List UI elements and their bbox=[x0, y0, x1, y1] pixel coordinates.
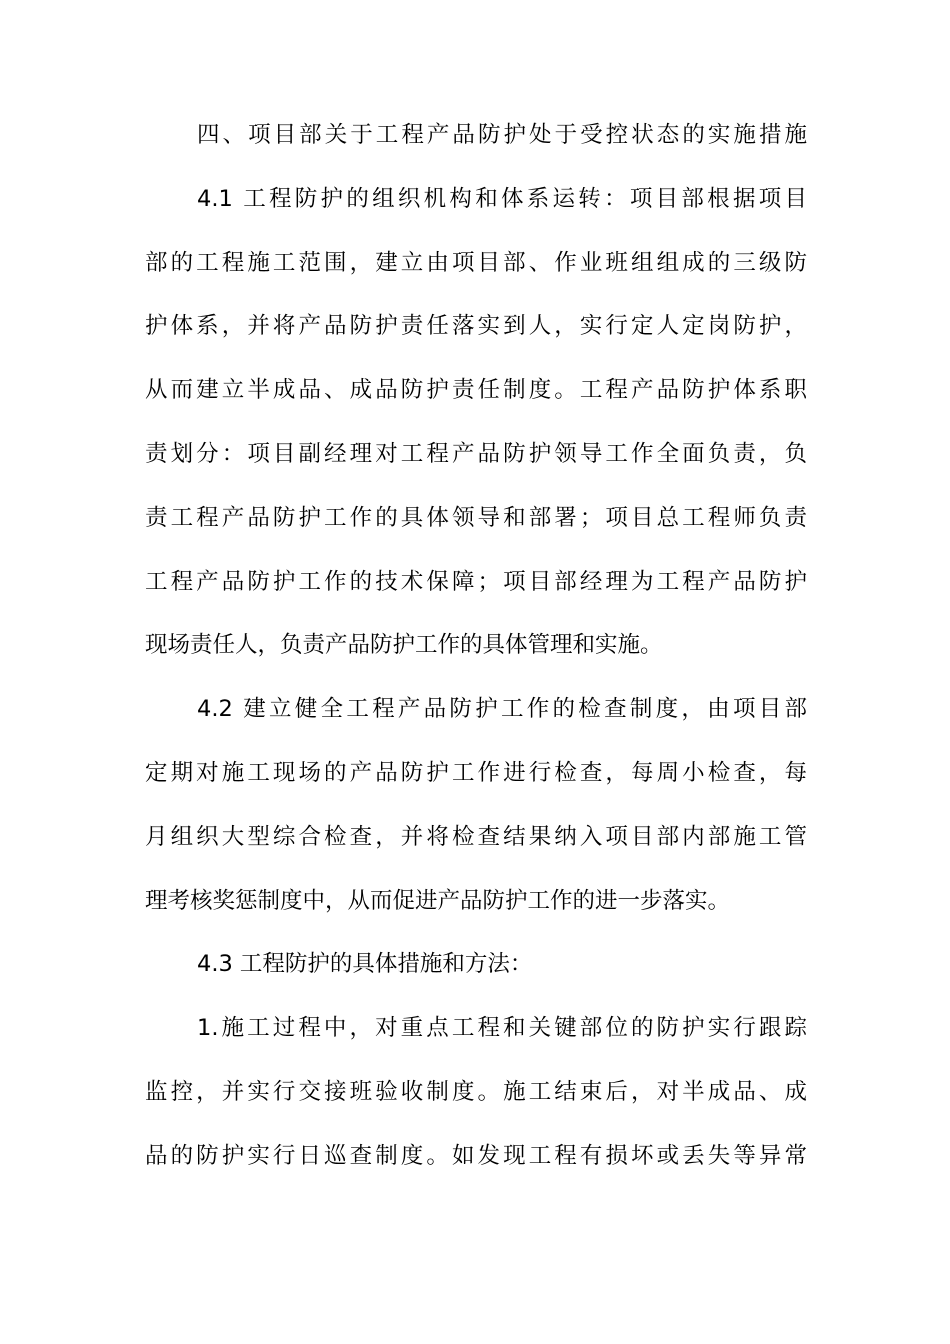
text-line: 1.施工过程中，对重点工程和关键部位的防护实行跟踪 bbox=[197, 1015, 807, 1042]
heading-line: 四、项目部关于工程产品防护处于受控状态的实施措施 bbox=[197, 122, 807, 148]
text-line: 责划分：项目副经理对工程产品防护领导工作全面负责，负 bbox=[145, 440, 807, 467]
text-line: 部的工程施工范围，建立由项目部、作业班组组成的三级防 bbox=[145, 249, 807, 276]
text-line: 责工程产品防护工作的具体领导和部署；项目总工程师负责 bbox=[145, 504, 807, 531]
section-heading bbox=[145, 104, 807, 168]
text-line: 工程产品防护工作的技术保障；项目部经理为工程产品防护 bbox=[145, 568, 807, 595]
text-line: 4.2 建立健全工程产品防护工作的检查制度，由项目部 bbox=[197, 696, 807, 723]
text-line: 监控，并实行交接班验收制度。施工结束后，对半成品、成 bbox=[145, 1078, 807, 1105]
text-line: 定期对施工现场的产品防护工作进行检查，每周小检查，每 bbox=[145, 759, 807, 786]
document-body bbox=[145, 104, 807, 1189]
text-line: 从而建立半成品、成品防护责任制度。工程产品防护体系职 bbox=[145, 377, 807, 404]
paragraph-4-2 bbox=[145, 678, 807, 933]
text-line: 理考核奖惩制度中，从而促进产品防护工作的进一步落实。 bbox=[145, 887, 731, 914]
text-line: 4.1 工程防护的组织机构和体系运转：项目部根据项目 bbox=[197, 185, 807, 212]
text-line: 月组织大型综合检查，并将检查结果纳入项目部内部施工管 bbox=[145, 823, 807, 850]
text-line: 现场责任人，负责产品防护工作的具体管理和实施。 bbox=[145, 632, 663, 659]
paragraph-4-1 bbox=[145, 168, 807, 678]
paragraph-4-3 bbox=[145, 933, 807, 997]
paragraph-item-1 bbox=[145, 997, 807, 1188]
text-line: 4.3 工程防护的具体措施和方法： bbox=[197, 951, 533, 978]
text-line: 品的防护实行日巡查制度。如发现工程有损坏或丢失等异常 bbox=[145, 1142, 807, 1169]
text-line: 护体系，并将产品防护责任落实到人，实行定人定岗防护， bbox=[145, 313, 807, 340]
